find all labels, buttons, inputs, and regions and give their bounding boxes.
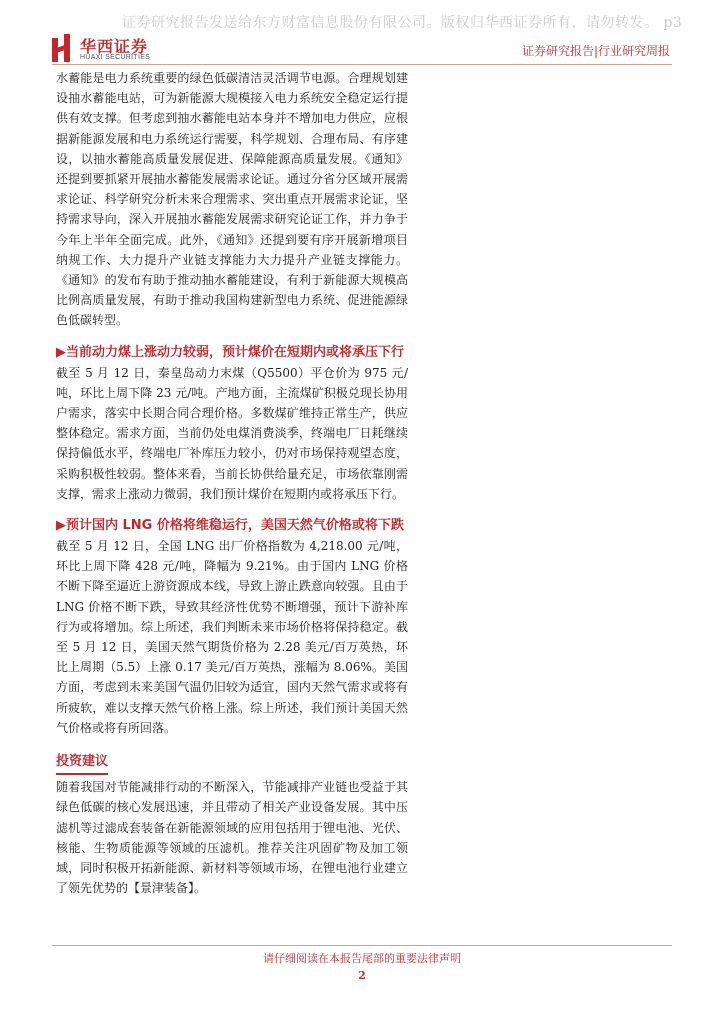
section-body-investment: 随着我国对节能减排行动的不断深入，节能减排产业链也受益于其绿色低碳的核心发展迅速，并且带动了相关产业设备发展。其中压滤机等过滤成套装备在新能源领域的应用包括用于锂电池、光伏、核能、生物质能源等领域的压滤机。推荐关注巩固矿物及加工领域，同时积极开拓新能源、新材料等领域市场，在锂电池行业建立了领先优势的【景津装备】。 [56, 780, 408, 896]
huaxi-logo-icon [52, 34, 72, 62]
section-body-pumped-storage: 水蓄能是电力系统重要的绿色低碳清洁灵活调节电源。合理规划建设抽水蓄能电站，可为新能源大规模接入电力系统安全稳定运行提供有效支撑。但考虑到抽水蓄能电站本身并不增加电力供应，应根据新能源发展和电力系统运行需要，科学规划、合理布局、有序建设，以抽水蓄能高质量发展促进、保障能源高质量发展。《通知》还提到要抓紧开展抽水蓄能发展需求论证。通过分省分区域开展需求论证、科学研究分析未来合理需求、突出重点开展需求论证，坚持需求导向，深入开展抽水蓄能发展需求研究论证工作，并力争于今年上半年全面完成。此外，《通知》还提到要有序开展新增项目纳规工作、大力提升产业链支撑能力大力提升产业链支撑能力。《通知》的发布有助于推动抽水蓄能建设，有利于新能源大规模高比例高质量发展，有助于推动我国构建新型电力系统、促进能源绿色低碳转型。 [56, 71, 408, 328]
header-divider [52, 64, 672, 65]
section-title-coal: ▶当前动力煤上涨动力较弱，预计煤价在短期内或将承压下行 [56, 344, 404, 360]
section-body-coal: 截至 5 月 12 日，秦皇岛动力末煤（Q5500）平仓价为 975 元/吨，环比上周下降 23 元/吨。产地方面，主流煤矿积极兑现长协用户需求，落实中长期合同合理价格。多数煤矿维持正常生产，供应整体稳定。需求方面，当前仍处电煤消费淡季，终端电厂日耗继续保持偏低水平，终端电厂补库压力较小，仍对市场保持观望态度，采购积极性较弱。整体来看，当前长协供给量充足，市场依靠刚需支撑，需求上涨动力微弱，我们预计煤价在短期内或将承压下行。 [56, 365, 408, 501]
logo-name-en: HUAXI SECURITIES [80, 54, 151, 61]
footer-divider [52, 945, 672, 946]
report-type-label: 证券研究报告|行业研究周报 [521, 44, 670, 58]
company-logo [52, 34, 162, 64]
section-title-investment: 投资建议 [56, 752, 108, 775]
logo-name-cn: 华西证券 [80, 37, 149, 56]
section-title-lng: ▶预计国内 LNG 价格将维稳运行，美国天然气价格或将下跌 [56, 518, 404, 534]
page-number: 2 [358, 969, 366, 982]
legal-notice: 请仔细阅读在本报告尾部的重要法律声明 [263, 952, 461, 965]
watermark-text: 证券研究报告发送给东方财富信息股份有限公司。版权归华西证券所有，请勿转发。 p3 [122, 15, 683, 31]
main-content [56, 68, 408, 898]
section-body-lng: 截至 5 月 12 日，全国 LNG 出厂价格指数为 4,218.00 元/吨，环比上周下降 428 元/吨，降幅为 9.21%。由于国内 LNG 价格不断下降至逼近上游资源成本线，导致上游止跌意向较强。且由于 LNG 价格不断下跌，导致其经济性优势不断增强，预计下游补库行为或将增加。综上所述，我们判断未来市场价格将保持稳定。截至 5 月 12 日，美国天然气期货价格为 2.28 美元/百万英热，环比上周期（5.5）上涨 0.17 美元/百万英热，涨幅为 8.06%。美国方面，考虑到未来美国气温仍旧较为适宜，国内天然气需求或将有所疲软，难以支撑天然气价格上涨。综上所述，我们预计美国天然气价格或将有所回落。 [56, 539, 408, 735]
